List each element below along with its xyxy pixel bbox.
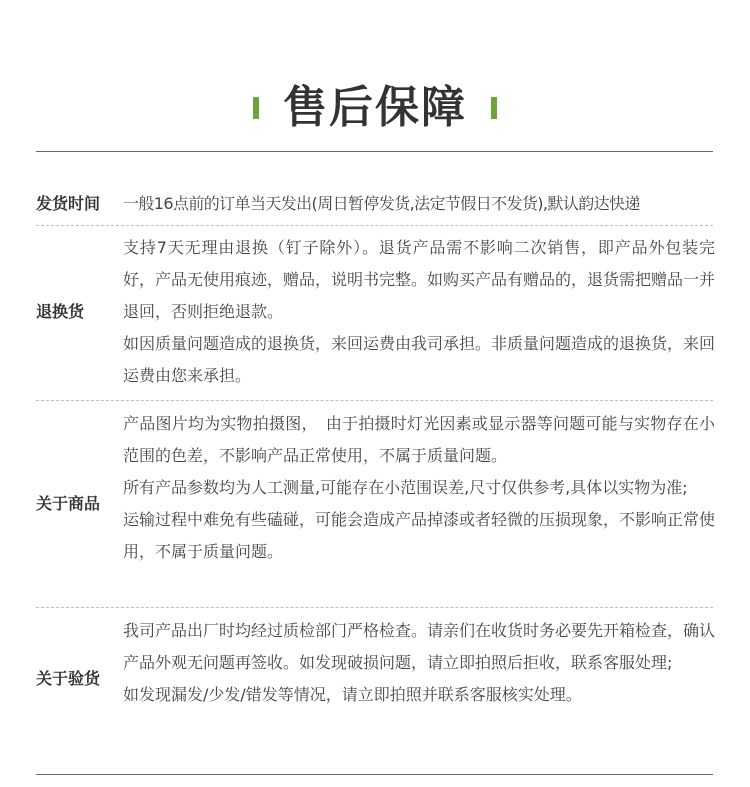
section-label: 关于商品 xyxy=(36,494,101,513)
title-left-accent xyxy=(253,97,259,119)
section-about-products xyxy=(36,408,716,600)
section-content xyxy=(123,232,715,392)
paragraph: 支持7天无理由退换（钉子除外）。退货产品需不影响二次销售，即产品外包装完好，产品无使用痕迹，赠品，说明书完整。如购买产品有赠品的，退货需把赠品一并退回，否则拒绝退款。 xyxy=(123,238,716,321)
paragraph: 运输过程中难免有些磕碰，可能会造成产品掉漆或者轻微的压损现象，不影响正常使用，不属于质量问题。 xyxy=(123,510,716,561)
paragraph: 如因质量问题造成的退换货，来回运费由我司承担。非质量问题造成的退换货，来回运费由您来承担。 xyxy=(123,334,716,385)
section-label: 发货时间 xyxy=(36,194,101,213)
section-label: 退换货 xyxy=(36,302,85,321)
paragraph: 如发现漏发/少发/错发等情况，请立即拍照并联系客服核实处理。 xyxy=(123,685,582,704)
page-title: 售后保障 xyxy=(283,82,467,133)
section-content xyxy=(123,188,715,220)
divider-dashed xyxy=(36,607,713,608)
paragraph: 所有产品参数均为人工测量,可能存在小范围误差,尺寸仅供参考,具体以实物为准; xyxy=(123,478,688,497)
section-label: 关于验货 xyxy=(36,669,101,688)
section-content xyxy=(123,408,715,568)
bottom-divider xyxy=(36,774,713,775)
section-inspection xyxy=(36,615,716,743)
divider-dashed xyxy=(36,225,713,226)
top-divider xyxy=(36,151,713,152)
section-content xyxy=(123,615,715,711)
divider-dashed xyxy=(36,400,713,401)
paragraph: 一般16点前的订单当天发出(周日暂停发货,法定节假日不发货),默认韵达快递 xyxy=(123,194,640,213)
section-return-exchange xyxy=(36,232,716,392)
section-shipping-time xyxy=(36,188,713,220)
title-row xyxy=(0,78,750,138)
title-right-accent xyxy=(491,97,497,119)
paragraph: 我司产品出厂时均经过质检部门严格检查。请亲们在收货时务必要先开箱检查，确认产品外观无问题再签收。如发现破损问题，请立即拍照后拒收，联系客服处理; xyxy=(123,621,716,672)
paragraph: 产品图片均为实物拍摄图， 由于拍摄时灯光因素或显示器等问题可能与实物存在小范围的色差，不影响产品正常使用，不属于质量问题。 xyxy=(123,414,715,465)
